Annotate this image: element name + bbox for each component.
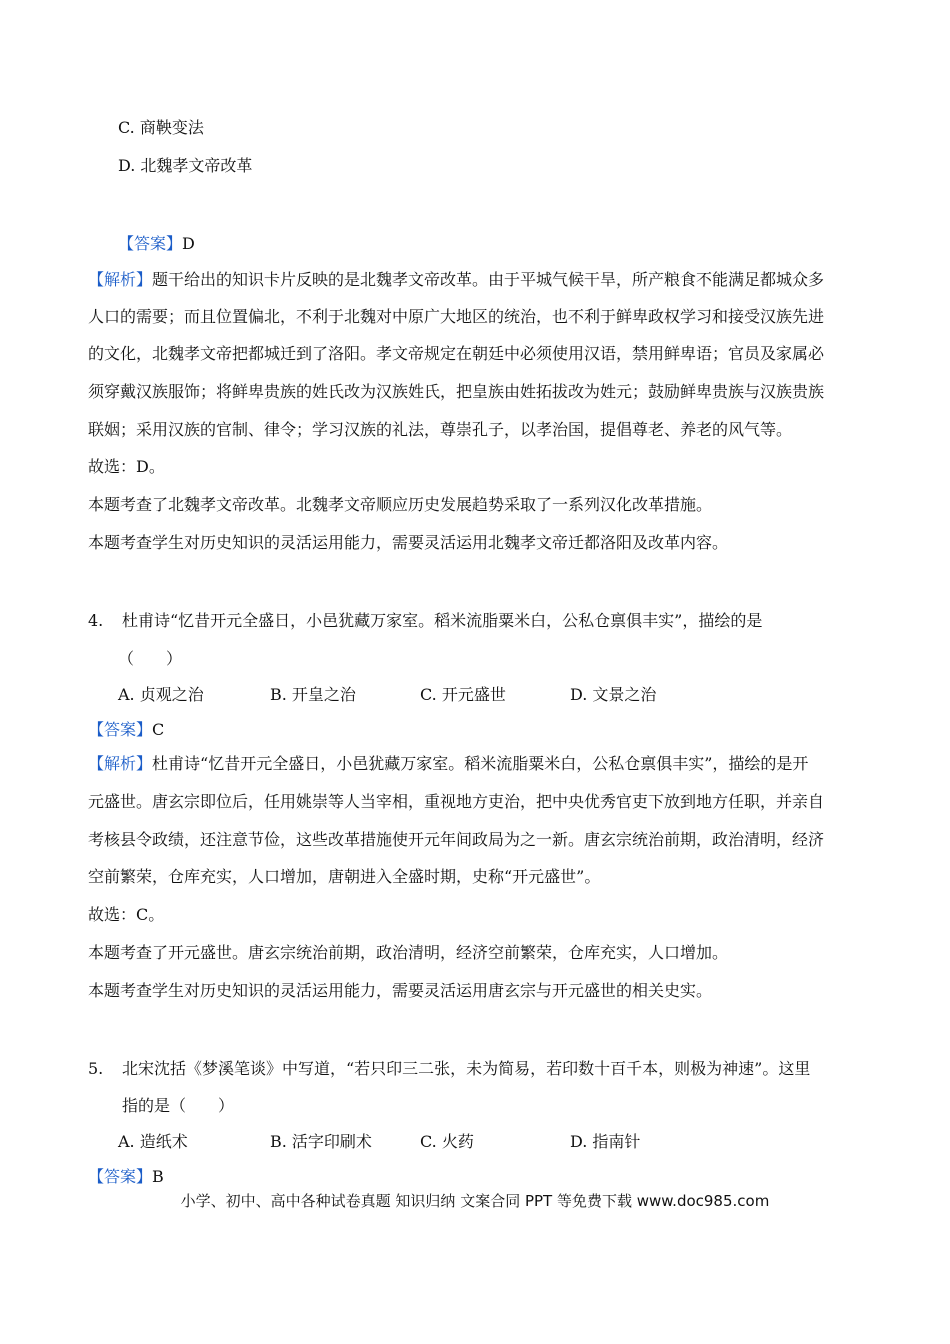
q5-stem-1: 北宋沈括《梦溪笔谈》中写道，“若只印三二张，未为简易，若印数十百千本，则极为神速”。这里 [122,1059,811,1078]
answer-value: C [152,720,165,739]
q3-option-d: D. 北魏孝文帝改革 [118,156,253,175]
q5-option-c: C. 火药 [420,1132,474,1151]
q4-option-d: D. 文景之治 [570,685,657,704]
q4-option-b: B. 开皇之治 [270,685,356,704]
answer-tag: 【答案】 [118,234,183,253]
q3-option-c: C. 商鞅变法 [118,118,204,137]
page-footer: 小学、初中、高中各种试卷真题 知识归纳 文案合同 PPT 等免费下载 www.doc985.com [180,1192,770,1210]
q3-choice: 故选：D。 [88,457,165,476]
q5-number: 5. [88,1059,104,1078]
q3-summary-2: 本题考查学生对历史知识的灵活运用能力，需要灵活运用北魏孝文帝迁都洛阳及改革内容。 [88,533,729,552]
q3-analysis-line-2: 人口的需要；而且位置偏北，不利于北魏对中原广大地区的统治，也不利于鲜卑政权学习和接受汉族先进 [88,307,825,326]
analysis-text: 杜甫诗“忆昔开元全盛日，小邑犹藏万家室。稻米流脂粟米白，公私仓禀俱丰实”，描绘的是开 [152,754,809,773]
q3-analysis-line-5: 联姻；采用汉族的官制、律令；学习汉族的礼法，尊崇孔子，以孝治国，提倡尊老、养老的风气等。 [88,420,793,439]
q3-analysis-line-3: 的文化，北魏孝文帝把都城迁到了洛阳。孝文帝规定在朝廷中必须使用汉语，禁用鲜卑语；官员及家属必 [88,344,825,363]
q3-answer [118,233,195,255]
q4-option-a: A. 贞观之治 [118,685,204,704]
q4-analysis-line-3: 考核县令政绩，还注意节俭，这些改革措施使开元年间政局为之一新。唐玄宗统治前期，政治清明，经济 [88,830,825,849]
q4-summary-2: 本题考查学生对历史知识的灵活运用能力，需要灵活运用唐玄宗与开元盛世的相关史实。 [88,981,713,1000]
analysis-text: 题干给出的知识卡片反映的是北魏孝文帝改革。由于平城气候干旱，所产粮食不能满足都城众多 [152,270,825,289]
q3-analysis-line-1 [88,269,824,291]
answer-value: D [182,234,195,253]
q5-answer [88,1166,164,1188]
q5-option-b: B. 活字印刷术 [270,1132,372,1151]
q4-paren: （ ） [118,649,183,668]
answer-tag: 【答案】 [88,1167,153,1186]
q5-stem-2: 指的是（ ） [122,1096,235,1115]
q3-analysis-line-4: 须穿戴汉族服饰；将鲜卑贵族的姓氏改为汉族姓氏，把皇族由姓拓拔改为姓元；鼓励鲜卑贵族与汉族贵族 [88,382,825,401]
q4-number: 4. [88,611,104,630]
answer-tag: 【答案】 [88,720,153,739]
q4-analysis-line-4: 空前繁荣，仓库充实，人口增加，唐朝进入全盛时期，史称“开元盛世”。 [88,867,601,886]
q3-summary-1: 本题考查了北魏孝文帝改革。北魏孝文帝顺应历史发展趋势采取了一系列汉化改革措施。 [88,495,713,514]
analysis-tag: 【解析】 [88,270,153,289]
q4-summary-1: 本题考查了开元盛世。唐玄宗统治前期，政治清明，经济空前繁荣，仓库充实，人口增加。 [88,943,729,962]
q4-choice: 故选：C。 [88,905,165,924]
analysis-tag: 【解析】 [88,754,153,773]
q5-option-d: D. 指南针 [570,1132,641,1151]
q4-option-c: C. 开元盛世 [420,685,506,704]
q4-answer [88,719,164,741]
q5-option-a: A. 造纸术 [118,1132,188,1151]
q4-stem: 杜甫诗“忆昔开元全盛日，小邑犹藏万家室。稻米流脂粟米白，公私仓禀俱丰实”，描绘的是 [122,611,763,630]
q4-analysis-line-1 [88,753,808,775]
answer-value: B [152,1167,164,1186]
q4-analysis-line-2: 元盛世。唐玄宗即位后，任用姚崇等人当宰相，重视地方吏治，把中央优秀官吏下放到地方任职，并亲自 [88,792,825,811]
